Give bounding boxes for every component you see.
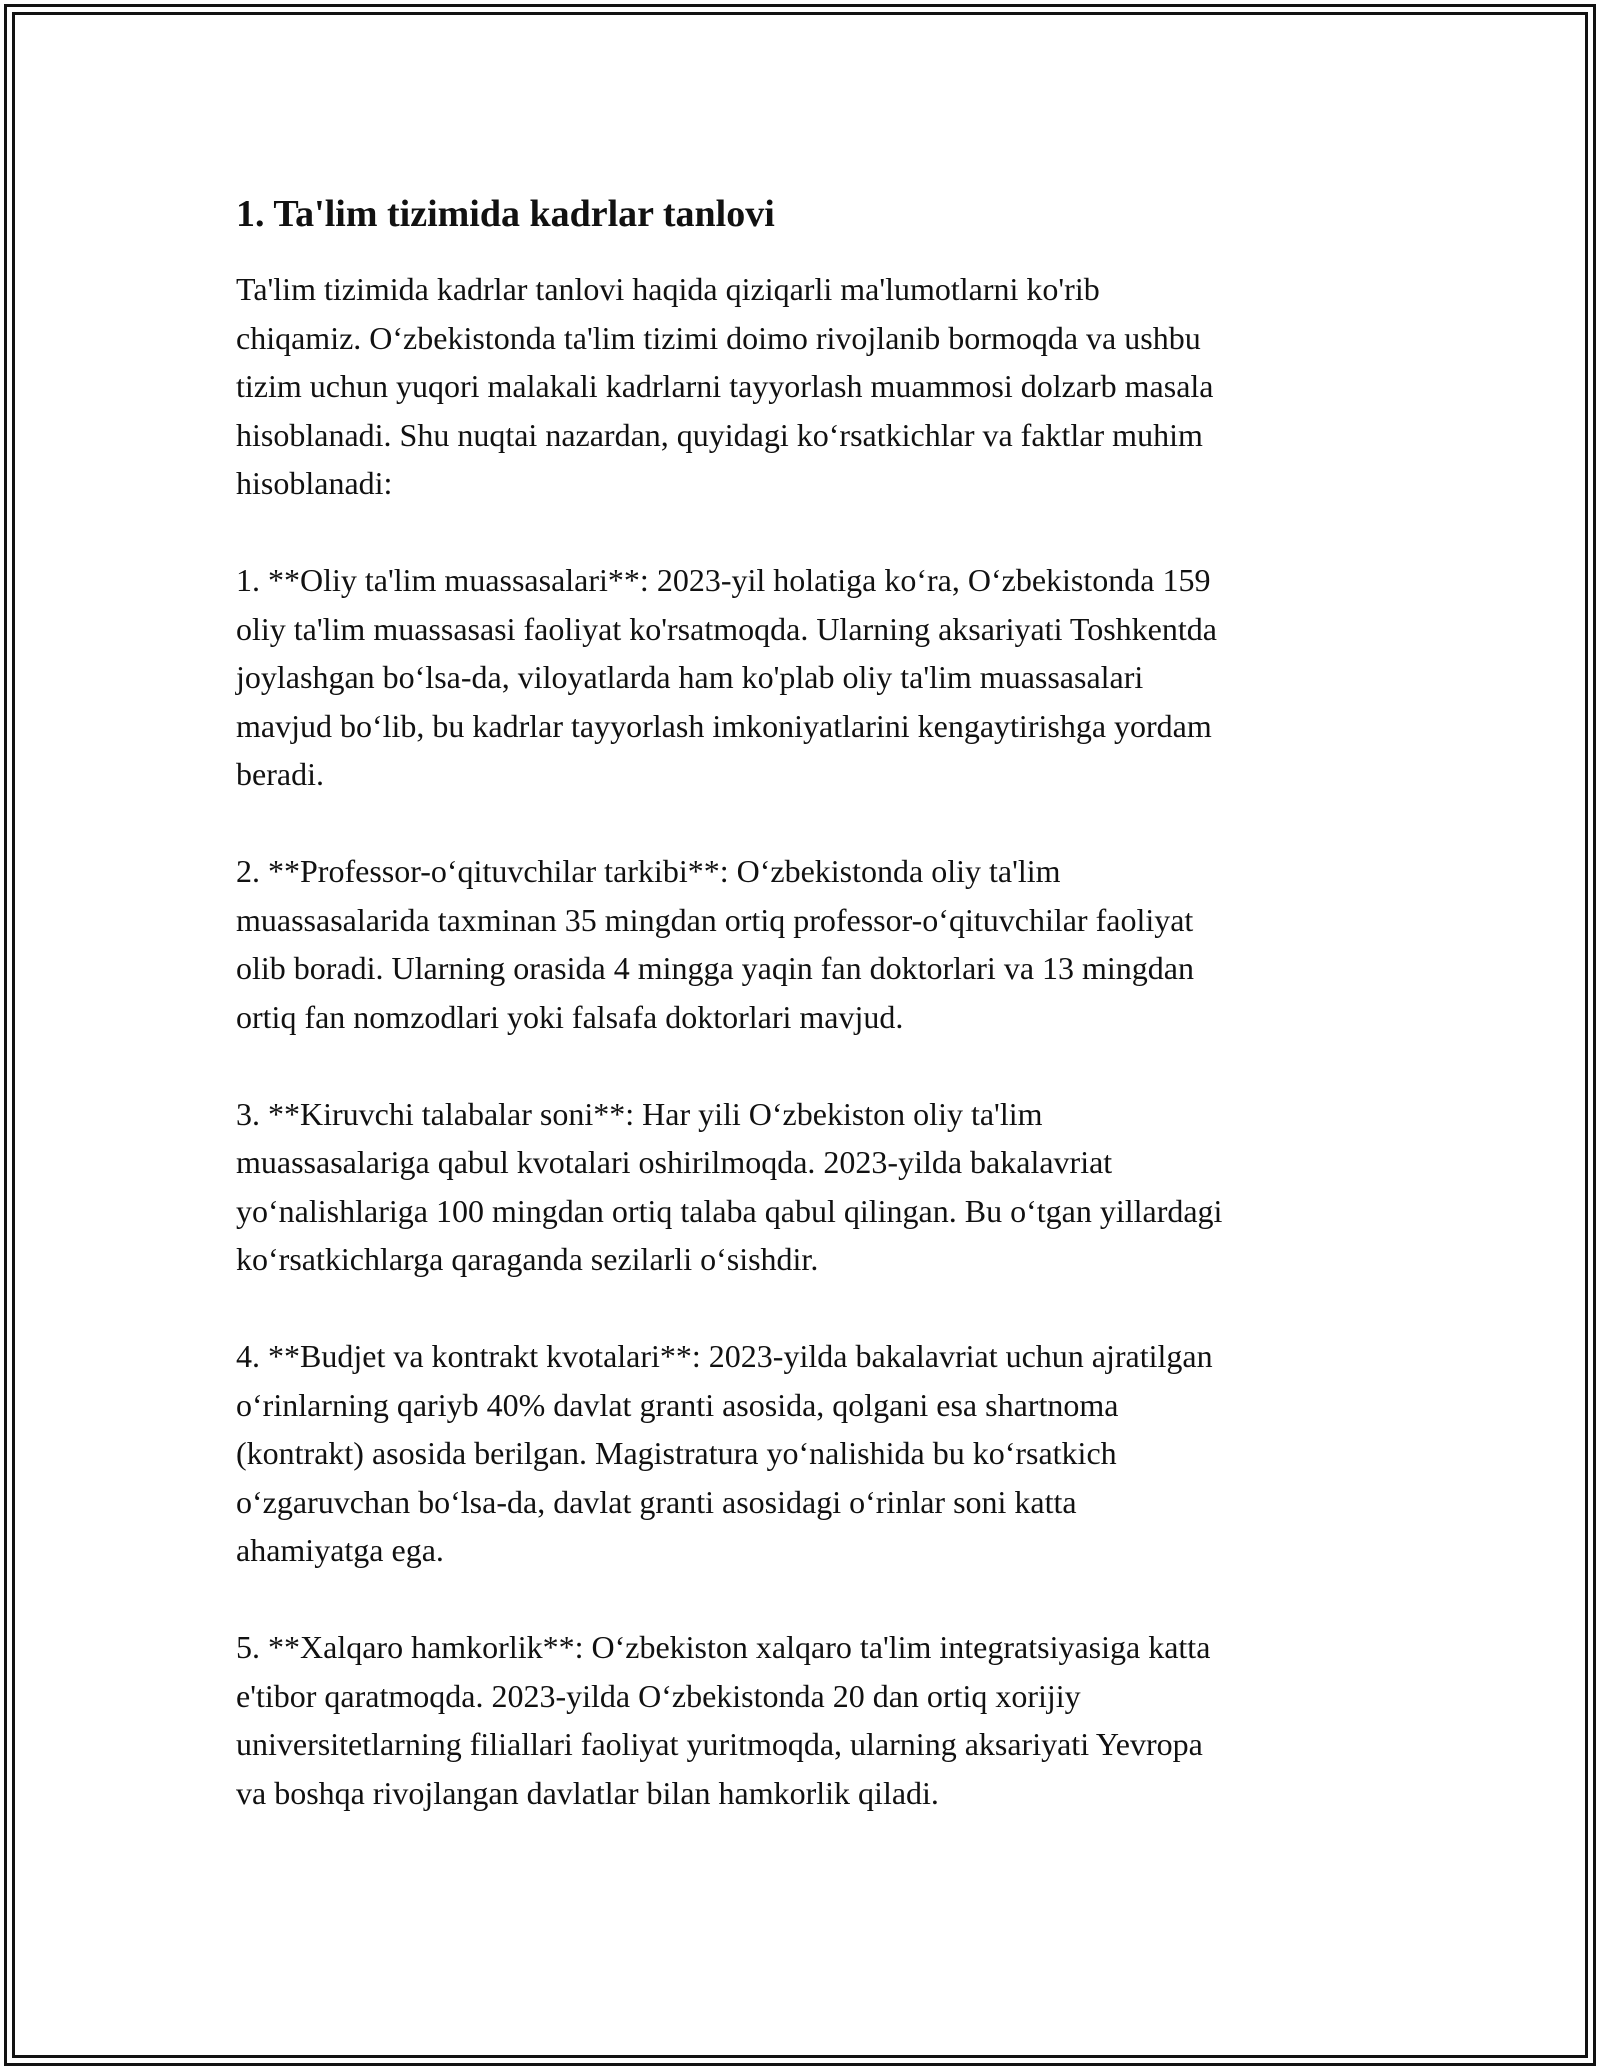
intro-paragraph: Ta'lim tizimida kadrlar tanlovi haqida qiziqarli ma'lumotlarni ko'rib chiqamiz. O‘zbekistonda ta'lim tizimi doimo rivojlanib bormoqda va ushbu tizim uchun yuqori malakali kadrlarni tayyorlash muammosi dolzarb masala hisoblanadi. Shu nuqtai nazardan, quyidagi ko‘rsatkichlar va faktlar muhim hisoblanadi: bbox=[236, 271, 1214, 501]
document-title: 1. Ta'lim tizimida kadrlar tanlovi bbox=[236, 193, 775, 235]
list-item-1: 1. **Oliy ta'lim muassasalari**: 2023-yil holatiga ko‘ra, O‘zbekistonda 159 oliy ta'lim muassasasi faoliyat ko'rsatmoqda. Ularning aksariyati Toshkentda joylashgan bo‘lsa-da, viloyatlarda ham ko'plab oliy ta'lim muassasalari mavjud bo‘lib, bu kadrlar tayyorlash imkoniyatlarini kengaytirishga yordam beradi. bbox=[236, 562, 1217, 792]
list-item-4: 4. **Budjet va kontrakt kvotalari**: 2023-yilda bakalavriat uchun ajratilgan o‘rinlarning qariyb 40% davlat granti asosida, qolgani esa shartnoma (kontrakt) asosida berilgan. Magistratura yo‘nalishida bu ko‘rsatkich o‘zgaruvchan bo‘lsa-da, davlat granti asosidagi o‘rinlar soni katta ahamiyatga ega. bbox=[236, 1338, 1213, 1568]
document-body bbox=[236, 190, 1376, 1817]
list-item-5: 5. **Xalqaro hamkorlik**: O‘zbekiston xalqaro ta'lim integratsiyasiga katta e'tibor qaratmoqda. 2023-yilda O‘zbekistonda 20 dan ortiq xorijiy universitetlarning filiallari faoliyat yuritmoqda, ularning aksariyati Yevropa va boshqa rivojlangan davlatlar bilan hamkorlik qiladi. bbox=[236, 1629, 1211, 1811]
list-item-3: 3. **Kiruvchi talabalar soni**: Har yili O‘zbekiston oliy ta'lim muassasalariga qabul kvotalari oshirilmoqda. 2023-yilda bakalavriat yo‘nalishlariga 100 mingdan ortiq talaba qabul qilingan. Bu o‘tgan yillardagi ko‘rsatkichlarga qaraganda sezilarli o‘sishdir. bbox=[236, 1095, 1223, 1277]
list-item-2: 2. **Professor-o‘qituvchilar tarkibi**: O‘zbekistonda oliy ta'lim muassasalarida taxminan 35 mingdan ortiq professor-o‘qituvchilar faoliyat olib boradi. Ularning orasida 4 mingga yaqin fan doktorlari va 13 mingdan ortiq fan nomzodlari yoki falsafa doktorlari mavjud. bbox=[236, 853, 1194, 1035]
